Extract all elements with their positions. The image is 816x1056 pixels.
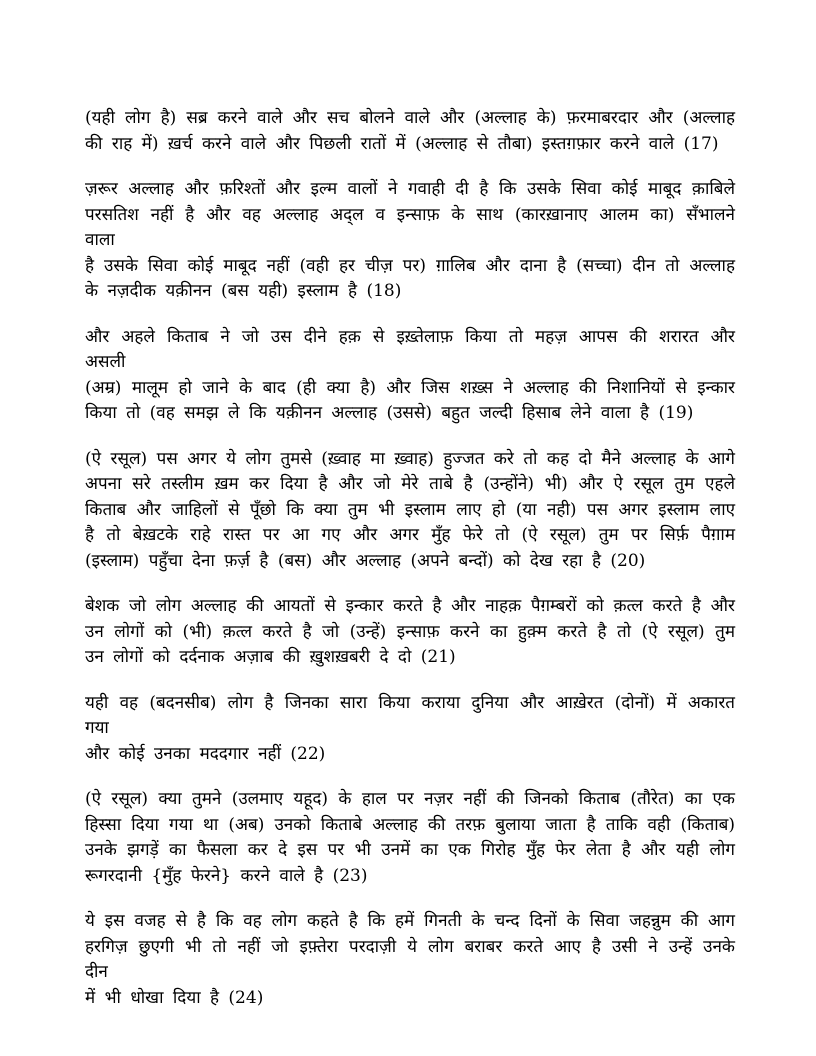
verse-line: परसतिश नहीं है और वह अल्लाह अद्ल व इन्साफ़ के साथ (कारख़ानाए आलम का) सँभालने वाला [85,204,735,250]
verse-line: हिस्सा दिया गया था (अब) उनको किताबे अल्लाह की तरफ़ बुलाया जाता है ताकि वही (किताब) [85,814,735,835]
verse-line: (अम्र) मालूम हो जाने के बाद (ही क्या है) और जिस शख़्स ने अल्लाह की निशानियों से इन्कार [85,377,735,398]
verse-line: किया तो (वह समझ ले कि यक़ीनन अल्लाह (उससे) बहुत जल्दी हिसाब लेने वाला है (19) [85,403,694,423]
verse-line: बेशक जो लोग अल्लाह की आयतों से इन्कार करते है और नाहक़ पैग़म्बरों को क़त्ल करते है और [85,596,735,616]
verse-paragraph-21 [85,594,735,671]
verse-line: में भी धोखा दिया है (24) [85,987,264,1008]
verse-line: (ऐ रसूल) पस अगर ये लोग तुमसे (ख़्वाह मा ख़्वाह) हुज्जत करे तो कह दो मैने अल्लाह के आगे [85,448,735,469]
verse-line: की राह में) ख़र्च करने वाले और पिछली रातों में (अल्लाह से तौबा) इस्तग़फ़ार करने वाले (17) [85,133,719,154]
verse-line: रूगरदानी {मुँह फेरने} करने वाले है (23) [85,865,368,886]
verse-line: यही वह (बदनसीब) लोग है जिनका सारा किया कराया दुनिया और आख़ेरत (दोनों) में अकारत गया [85,692,735,738]
verse-line: है तो बेख़टके राहे रास्त पर आ गए और अगर मुँह फेरे तो (ऐ रसूल) तुम पर सिर्फ़ पैग़ाम [85,525,735,545]
verse-paragraph-17 [85,106,735,157]
verse-line: उनके झगड़ें का फैसला कर दे इस पर भी उनमें का एक गिरोह मुँह फेर लेता है और यही लोग [85,840,735,860]
verse-line: हरगिज़ छुएगी भी तो नहीं जो इफ़्तेरा परदाज़ी ये लोग बराबर करते आए है उसी ने उन्हें उनके दीन [85,936,735,982]
verse-text-block [85,106,735,1031]
verse-line: ज़रूर अल्लाह और फ़रिश्तों और इल्म वालों ने गवाही दी है कि उसके सिवा कोई माबूद क़ाबिले [85,179,735,199]
verse-line: अपना सरे तस्लीम ख़म कर दिया है और जो मेरे ताबे है (उन्होंने) भी) और ऐ रसूल तुम एहले [85,474,735,494]
verse-line: के नज़दीक यक़ीनन (बस यही) इस्लाम है (18) [85,281,402,301]
verse-line: उन लोगों को (भी) क़त्ल करते है जो (उन्हें) इन्साफ़ करने का हुक़्म करते है तो (ऐ रसूल) तुम [85,621,735,642]
verse-paragraph-23 [85,787,735,889]
verse-paragraph-22 [85,691,735,768]
verse-paragraph-19 [85,325,735,427]
verse-line: और अहले किताब ने जो उस दीने हक़ से इख़्तेलाफ़ किया तो महज़ आपस की शरारत और असली [85,326,735,372]
verse-line: है उसके सिवा कोई माबूद नहीं (वही हर चीज़ पर) ग़ालिब और दाना है (सच्चा) दीन तो अल्लाह [85,255,735,276]
verse-paragraph-20 [85,447,735,575]
verse-paragraph-18 [85,177,735,305]
verse-paragraph-24 [85,909,735,1011]
verse-line: (यही लोग है) सब्र करने वाले और सच बोलने वाले और (अल्लाह के) फ़रमाबरदार और (अल्लाह [85,108,735,128]
verse-line: ये इस वजह से है कि वह लोग कहते है कि हमें गिनती के चन्द दिनों के सिवा जहन्नुम की आग [85,911,735,931]
verse-line: किताब और जाहिलों से पूँछो कि क्या तुम भी इस्लाम लाए हो (या नही) पस अगर इस्लाम लाए [85,499,735,520]
verse-line: (ऐ रसूल) क्या तुमने (उलमाए यहूद) के हाल पर नज़र नहीं की जिनको किताब (तौरेत) का एक [85,789,735,809]
verse-line: और कोई उनका मददगार नहीं (22) [85,743,326,764]
verse-line: (इस्लाम) पहुँचा देना फ़र्ज़ है (बस) और अल्लाह (अपने बन्दों) को देख रहा है (20) [85,550,646,571]
verse-line: उन लोगों को दर्दनाक अज़ाब की ख़ुशख़बरी दे दो (21) [85,647,456,667]
